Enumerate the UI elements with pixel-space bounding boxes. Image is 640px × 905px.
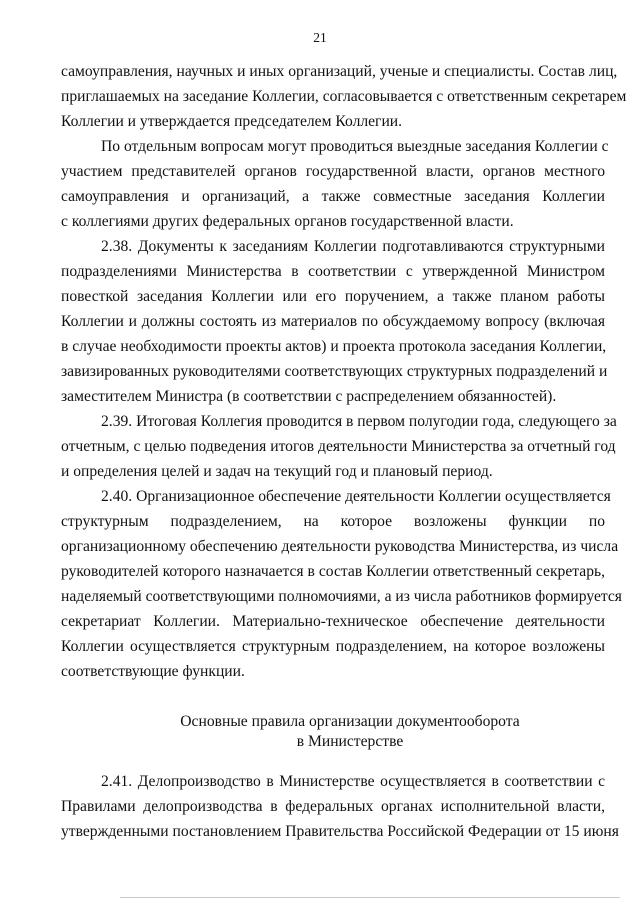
text-line: 2.39. Итоговая Коллегия проводится в первом полугодии года, следующего за <box>101 413 617 430</box>
text-line: Коллегии осуществляется структурным подразделением, на которое возложены <box>61 638 605 655</box>
bottom-divider <box>120 897 620 898</box>
text-line: приглашаемых на заседание Коллегии, согласовывается с ответственным секретарем <box>61 88 627 105</box>
text-line: соответствующие функции. <box>61 663 245 680</box>
text-line: утвержденными постановлением Правительства Российской Федерации от 15 июня <box>61 823 619 840</box>
text-line: наделяемый соответствующими полномочиями, а из числа работников формируется <box>61 588 622 605</box>
text-line: 2.40. Организационное обеспечение деятельности Коллегии осуществляется <box>101 488 611 505</box>
text-line: По отдельным вопросам могут проводиться выездные заседания Коллегии с <box>101 138 609 155</box>
heading-line: Основные правила организации документооборота <box>180 713 520 730</box>
text-line: 2.38. Документы к заседаниям Коллегии подготавливаются структурными <box>101 238 605 255</box>
text-line: секретариат Коллегии. Материально-техническое обеспечение деятельности <box>61 613 605 630</box>
text-line: самоуправления и организаций, а также совместные заседания Коллегии <box>61 188 605 205</box>
text-line: руководителей которого назначается в состав Коллегии ответственный секретарь, <box>61 563 605 580</box>
text-line: и определения целей и задач на текущий год и плановый период. <box>61 463 493 480</box>
text-line: структурным подразделением, на которое возложены функции по <box>61 513 605 530</box>
text-line: Правилами делопроизводства в федеральных органах исполнительной власти, <box>61 798 605 815</box>
text-line: самоуправления, научных и иных организаций, ученые и специалисты. Состав лиц, <box>61 63 618 80</box>
heading-line: в Министерстве <box>296 733 404 750</box>
text-line: Коллегии и утверждается председателем Коллегии. <box>61 113 403 130</box>
text-line: Коллегии и должны состоять из материалов по обсуждаемому вопросу (включая <box>61 313 605 330</box>
text-line: отчетным, с целью подведения итогов деятельности Министерства за отчетный год <box>61 438 616 455</box>
page-number: 21 <box>313 30 327 45</box>
text-line: организационному обеспечению деятельности руководства Министерства, из числа <box>61 538 619 555</box>
text-line: подразделениями Министерства в соответствии с утвержденной Министром <box>61 263 605 280</box>
text-line: с коллегиями других федеральных органов государственной власти. <box>61 213 514 230</box>
text-line: участием представителей органов государственной власти, органов местного <box>61 163 605 180</box>
text-line: 2.41. Делопроизводство в Министерстве осуществляется в соответствии с <box>101 773 605 790</box>
text-line: повесткой заседания Коллегии или его поручением, а также планом работы <box>61 288 605 305</box>
text-line: в случае необходимости проекты актов) и проекта протокола заседания Коллегии, <box>61 338 607 355</box>
text-line: завизированных руководителями соответствующих структурных подразделений и <box>61 363 608 380</box>
text-line: заместителем Министра (в соответствии с распределением обязанностей). <box>61 388 557 405</box>
